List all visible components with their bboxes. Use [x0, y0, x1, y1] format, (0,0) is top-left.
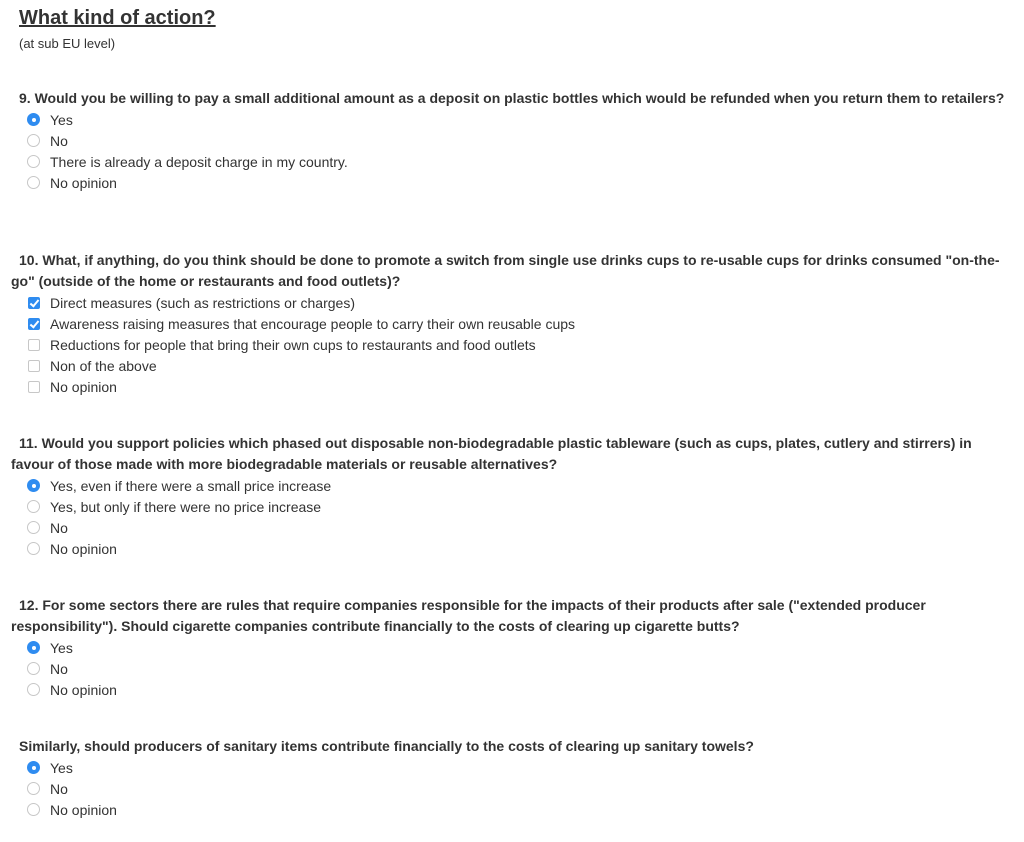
q9-option-no-opinion[interactable] — [0, 173, 1024, 194]
section-title: What kind of action? — [19, 7, 216, 29]
q10-awareness-label: Awareness raising measures that encourage people to carry their own reusable cups — [50, 316, 576, 332]
q10-option-awareness[interactable] — [0, 314, 1024, 335]
question-9 — [0, 88, 1024, 194]
sanitary-option-yes[interactable] — [0, 758, 1024, 779]
q10-no-opinion-label: No opinion — [50, 379, 117, 395]
question-10 — [0, 250, 1024, 398]
q11-yes-price-increase-label: Yes, even if there were a small price increase — [50, 478, 332, 494]
sanitary-option-no-opinion[interactable] — [0, 800, 1024, 821]
question-9-text: 9. Would you be willing to pay a small additional amount as a deposit on plastic bottles which would be refunded when you return them to retailers? — [19, 90, 1005, 106]
q12-yes-label: Yes — [50, 640, 73, 656]
q12-no-opinion-label: No opinion — [50, 682, 117, 698]
sanitary-no-label: No — [50, 781, 68, 797]
question-sanitary-options — [0, 758, 1024, 821]
sanitary-no-radio[interactable] — [27, 782, 40, 795]
q10-option-direct-measures[interactable] — [0, 293, 1024, 314]
q12-option-no[interactable] — [0, 659, 1024, 680]
q12-no-label: No — [50, 661, 68, 677]
q10-option-none[interactable] — [0, 356, 1024, 377]
sanitary-option-no[interactable] — [0, 779, 1024, 800]
q10-direct-measures-label: Direct measures (such as restrictions or charges) — [50, 295, 355, 311]
q9-no-opinion-radio[interactable] — [27, 176, 40, 189]
question-11-options — [0, 476, 1024, 560]
question-9-options — [0, 110, 1024, 194]
q11-no-label: No — [50, 520, 68, 536]
q10-no-opinion-checkbox[interactable] — [28, 381, 40, 393]
q11-yes-price-increase-radio[interactable] — [27, 479, 40, 492]
sanitary-yes-radio[interactable] — [27, 761, 40, 774]
q12-no-radio[interactable] — [27, 662, 40, 675]
q9-no-opinion-label: No opinion — [50, 175, 117, 191]
q12-no-opinion-radio[interactable] — [27, 683, 40, 696]
section-subtitle: (at sub EU level) — [19, 36, 116, 51]
q10-none-label: Non of the above — [50, 358, 157, 374]
q9-yes-label: Yes — [50, 112, 73, 128]
question-11 — [0, 433, 1024, 560]
q9-existing-deposit-radio[interactable] — [27, 155, 40, 168]
question-11-text: 11. Would you support policies which phased out disposable non-biodegradable plastic tableware (such as cups, plates, cutlery and stirrers) in favour of those made with more biodegradable materials or reusable alternatives? — [11, 435, 972, 472]
q9-option-yes[interactable] — [0, 110, 1024, 131]
sanitary-yes-label: Yes — [50, 760, 73, 776]
q10-reductions-checkbox[interactable] — [28, 339, 40, 351]
q11-option-yes-price-increase[interactable] — [0, 476, 1024, 497]
question-sanitary — [0, 736, 1024, 821]
question-12-options — [0, 638, 1024, 701]
question-10-options — [0, 293, 1024, 398]
q9-option-no[interactable] — [0, 131, 1024, 152]
q11-yes-no-increase-radio[interactable] — [27, 500, 40, 513]
q12-option-no-opinion[interactable] — [0, 680, 1024, 701]
q9-no-radio[interactable] — [27, 134, 40, 147]
question-12-text: 12. For some sectors there are rules that require companies responsible for the impacts of their products after sale ("extended producer responsibility"). Should cigarette companies contribute financially to the costs of clearing up cigarette butts? — [11, 597, 926, 634]
q12-yes-radio[interactable] — [27, 641, 40, 654]
sanitary-no-opinion-label: No opinion — [50, 802, 117, 818]
q11-no-radio[interactable] — [27, 521, 40, 534]
sanitary-no-opinion-radio[interactable] — [27, 803, 40, 816]
q10-awareness-checkbox[interactable] — [28, 318, 40, 330]
q11-yes-no-increase-label: Yes, but only if there were no price increase — [50, 499, 322, 515]
q10-none-checkbox[interactable] — [28, 360, 40, 372]
q11-no-opinion-label: No opinion — [50, 541, 117, 557]
q11-option-no-opinion[interactable] — [0, 539, 1024, 560]
q10-direct-measures-checkbox[interactable] — [28, 297, 40, 309]
question-10-text: 10. What, if anything, do you think should be done to promote a switch from single use drinks cups to re-usable cups for drinks consumed "on-the-go" (outside of the home or restaurants and food outlets)? — [11, 252, 1000, 289]
q9-no-label: No — [50, 133, 68, 149]
question-sanitary-text: Similarly, should producers of sanitary items contribute financially to the costs of clearing up sanitary towels? — [19, 738, 754, 754]
q10-option-reductions[interactable] — [0, 335, 1024, 356]
q12-option-yes[interactable] — [0, 638, 1024, 659]
q11-no-opinion-radio[interactable] — [27, 542, 40, 555]
q9-existing-deposit-label: There is already a deposit charge in my country. — [50, 154, 348, 170]
q9-yes-radio[interactable] — [27, 113, 40, 126]
q10-option-no-opinion[interactable] — [0, 377, 1024, 398]
q9-option-existing-deposit[interactable] — [0, 152, 1024, 173]
q11-option-no[interactable] — [0, 518, 1024, 539]
q10-reductions-label: Reductions for people that bring their own cups to restaurants and food outlets — [50, 337, 536, 353]
q11-option-yes-no-increase[interactable] — [0, 497, 1024, 518]
question-12 — [0, 595, 1024, 701]
